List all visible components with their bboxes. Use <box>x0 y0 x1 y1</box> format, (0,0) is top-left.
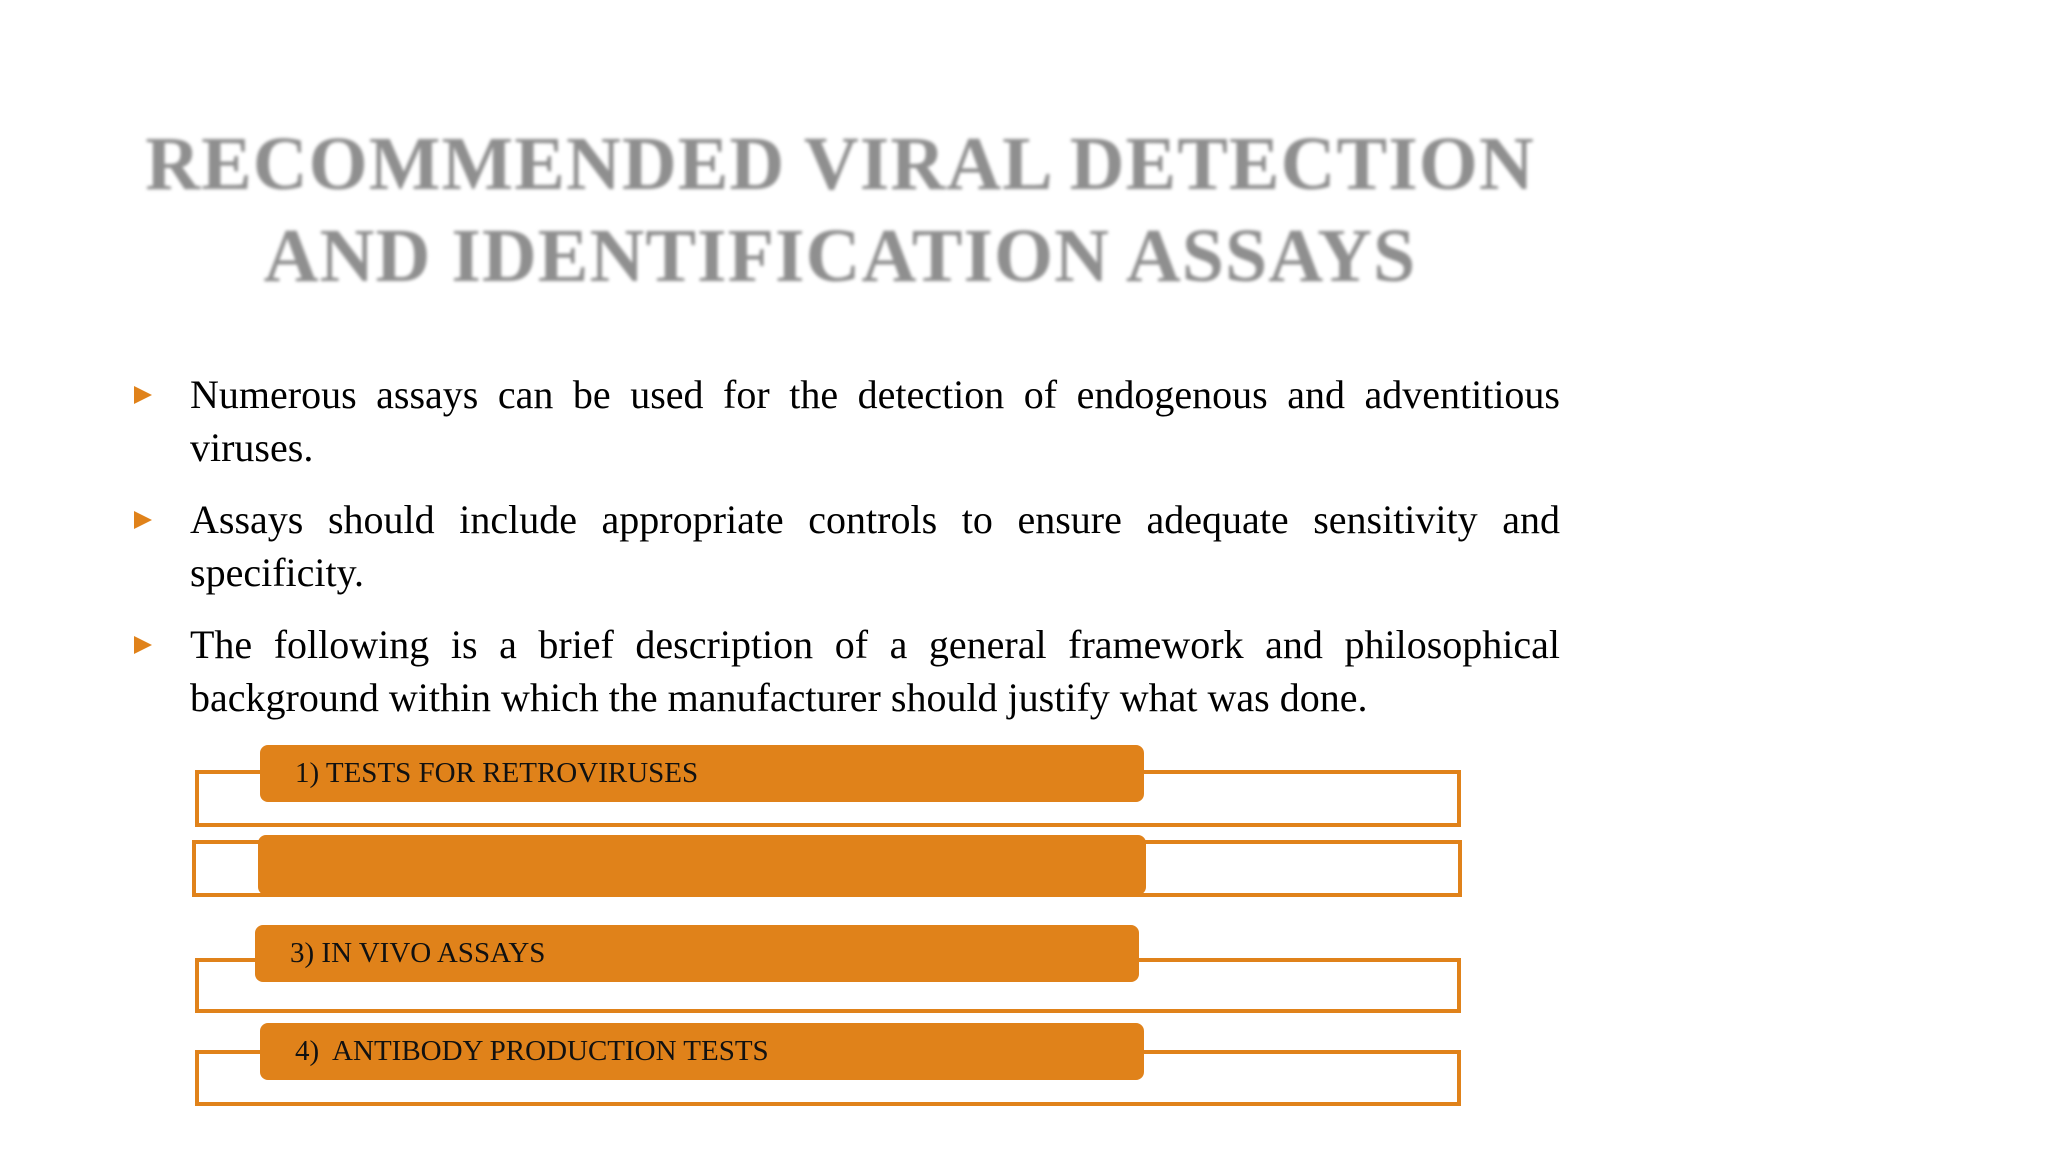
bullet-item <box>132 493 1560 599</box>
triangle-bullet-icon <box>134 636 152 654</box>
triangle-bullet-icon <box>134 511 152 529</box>
bullet-item <box>132 368 1560 474</box>
bullet-text: Assays should include appropriate controls to ensure adequate sensitivity and specificity. <box>190 497 1560 595</box>
test-label-1: 1) TESTS FOR RETROVIRUSES <box>260 745 1144 802</box>
test-label-2 <box>258 835 1146 895</box>
slide-title <box>120 118 1560 302</box>
bullet-list <box>132 368 1560 743</box>
test-label-3: 3) IN VIVO ASSAYS <box>255 925 1139 982</box>
triangle-bullet-icon <box>134 386 152 404</box>
bullet-text: The following is a brief description of a general framework and philosophical background within which the manufacturer should justify what was done. <box>190 622 1560 720</box>
bullet-item <box>132 618 1560 724</box>
bullet-text: Numerous assays can be used for the detection of endogenous and adventitious viruses. <box>190 372 1560 470</box>
test-label-4: 4) ANTIBODY PRODUCTION TESTS <box>260 1023 1144 1080</box>
slide-title-line-2: AND IDENTIFICATION ASSAYS <box>263 214 1417 298</box>
slide-title-line-1: RECOMMENDED VIRAL DETECTION <box>145 122 1535 206</box>
